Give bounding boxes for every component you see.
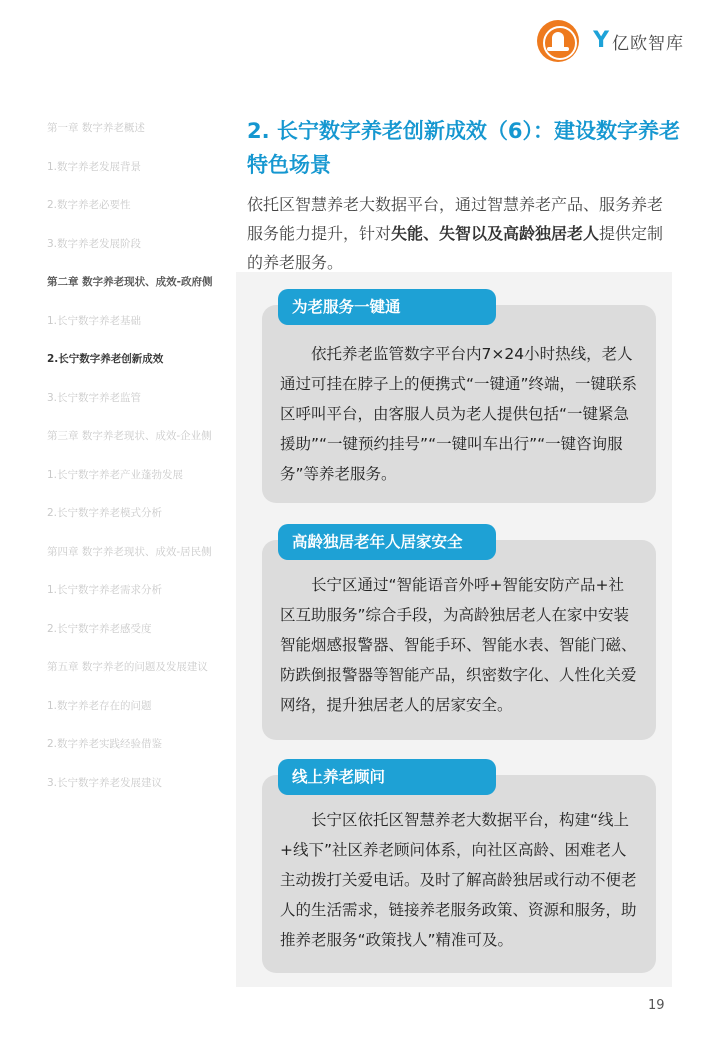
elderly-care-emblem-icon (537, 20, 579, 62)
toc-item[interactable]: 1.数字养老发展背景 (47, 160, 142, 173)
card-text: 长宁区通过“智能语音外呼+智能安防产品+社区互助服务”综合手段，为高龄独居老人在家中安装智能烟感报警器、智能手环、智能水表、智能门磁、防跌倒报警器等智能产品，织密数字化、人性化关爱网络，提升独居老人的居家安全。 (280, 576, 637, 714)
scenario-card (262, 775, 656, 973)
toc-item[interactable]: 3.长宁数字养老监管 (47, 391, 142, 404)
toc-item[interactable]: 第五章 数字养老的问题及发展建议 (47, 661, 208, 673)
toc-item[interactable]: 2.数字养老实践经验借鉴 (47, 738, 163, 750)
brand-name: 亿欧智库 (612, 33, 684, 54)
toc-item[interactable]: 第三章 数字养老现状、成效-企业侧 (47, 430, 212, 442)
card-label: 线上养老顾问 (278, 759, 496, 795)
toc-item[interactable]: 3.长宁数字养老发展建议 (47, 776, 163, 789)
toc-item[interactable]: 1.长宁数字养老产业蓬勃发展 (47, 468, 184, 481)
page-number: 19 (648, 998, 665, 1013)
scenario-card (262, 540, 656, 740)
scenario-card (262, 305, 656, 503)
toc-item[interactable]: 1.长宁数字养老基础 (47, 314, 142, 327)
card-text: 长宁区依托区智慧养老大数据平台，构建“线上+线下”社区养老顾问体系，向社区高龄、困难老人主动拨打关爱电话。及时了解高龄独居或行动不便老人的生活需求，链接养老服务政策、资源和服务，助推养老服务“政策找人”精准可及。 (280, 811, 637, 949)
toc-item[interactable]: 第一章 数字养老概述 (47, 122, 145, 134)
intro-paragraph (247, 190, 667, 277)
card-text: 依托养老监管数字平台内7×24小时热线，老人通过可挂在脖子上的便携式“一键通”终端，一键联系区呼叫平台，由客服人员为老人提供包括“一键紧急援助”“一键预约挂号”“一键叫车出行”“一键咨询服务”等养老服务。 (280, 345, 638, 483)
intro-text: 依托区智慧养老大数据平台，通过智慧养老产品、服务养老服务能力提升，针对 (247, 195, 664, 243)
table-of-contents (47, 120, 237, 813)
toc-item[interactable]: 2.长宁数字养老模式分析 (47, 507, 163, 519)
toc-item[interactable]: 第二章 数字养老现状、成效-政府侧 (47, 276, 213, 288)
card-label: 高龄独居老年人居家安全 (278, 524, 496, 560)
toc-item[interactable]: 1.数字养老存在的问题 (47, 699, 152, 712)
toc-item[interactable]: 2.数字养老必要性 (47, 199, 131, 211)
toc-item[interactable]: 2.长宁数字养老感受度 (47, 622, 152, 635)
toc-item[interactable]: 1.长宁数字养老需求分析 (47, 584, 163, 596)
brand-mark-icon: Y (593, 28, 609, 53)
toc-item[interactable]: 第四章 数字养老现状、成效-居民侧 (47, 545, 212, 558)
toc-item[interactable]: 3.数字养老发展阶段 (47, 237, 142, 250)
brand-logo (593, 29, 684, 54)
intro-text-end: 提供定制的养老服务。 (247, 224, 664, 272)
page-title: 2. 长宁数字养老创新成效（6）：建设数字养老特色场景 (247, 119, 681, 177)
card-label: 为老服务一键通 (278, 289, 496, 325)
toc-item-current[interactable]: 2.长宁数字养老创新成效 (47, 353, 164, 365)
intro-emphasis: 失能、失智以及高龄独居老人 (391, 224, 600, 243)
header-logos (537, 20, 684, 62)
